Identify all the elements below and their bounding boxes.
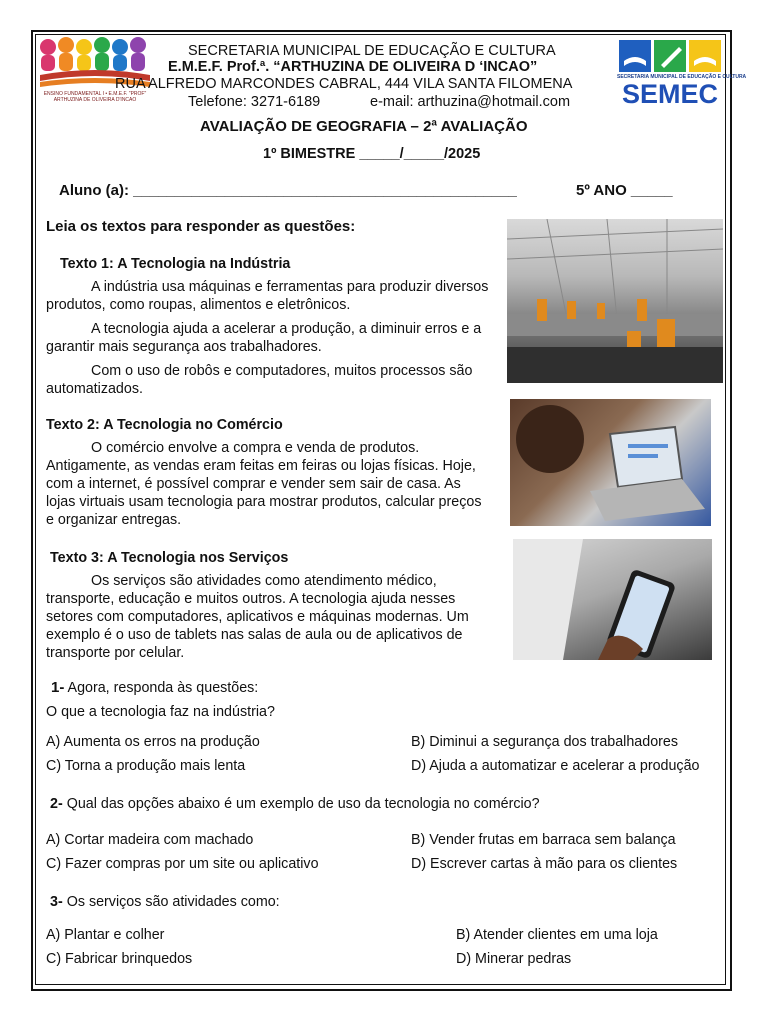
text1-paragraph-1: A indústria usa máquinas e ferramentas para produzir diversos produtos, como roupas, alimentos e eletrônicos.: [46, 279, 489, 313]
question-1-option-a[interactable]: A) Aumenta os erros na produção: [46, 734, 260, 750]
phone-navigation-image: [513, 539, 712, 660]
question-3-text: Os serviços são atividades como:: [66, 894, 280, 910]
semec-books-icon: [617, 39, 723, 77]
text1-paragraph-2: A tecnologia ajuda a acelerar a produção, a diminuir erros e a garantir mais segurança aos trabalhadores.: [46, 321, 482, 355]
semec-logo: [617, 39, 747, 109]
question-3-option-c[interactable]: C) Fabricar brinquedos: [46, 951, 193, 967]
header-secretaria: SECRETARIA MUNICIPAL DE EDUCAÇÃO E CULTURA: [188, 43, 556, 59]
question-2-option-c[interactable]: C) Fazer compras por um site ou aplicativo: [46, 856, 319, 872]
question-1-option-b[interactable]: B) Diminui a segurança dos trabalhadores: [411, 734, 679, 750]
instructions: Leia os textos para responder as questões:: [46, 218, 356, 235]
text3-title: Texto 3: A Tecnologia nos Serviços: [50, 550, 289, 566]
question-1-intro: [51, 679, 258, 697]
question-2-number: 2-: [50, 796, 63, 812]
semec-caption: SECRETARIA MUNICIPAL DE EDUCAÇÃO E CULTURA: [617, 74, 747, 80]
online-shopping-image: [510, 399, 711, 526]
question-2-option-d[interactable]: D) Escrever cartas à mão para os clientes: [411, 856, 678, 872]
question-2-option-b[interactable]: B) Vender frutas em barraca sem balança: [411, 832, 676, 848]
laptop-icon: [510, 399, 711, 526]
question-1-intro-text: Agora, responda às questões:: [67, 680, 259, 696]
question-2-option-a[interactable]: A) Cortar madeira com machado: [46, 832, 254, 848]
question-1-option-c[interactable]: C) Torna a produção mais lenta: [46, 758, 246, 774]
exam-bimester: 1º BIMESTRE _____/_____/2025: [263, 146, 481, 162]
question-2: [50, 795, 540, 813]
semec-label: SEMEC: [621, 79, 719, 109]
header-email: e-mail: arthuzina@hotmail.com: [370, 94, 571, 110]
question-3: [50, 893, 280, 911]
factory-robots-icon: [507, 219, 723, 383]
header-address: RUA ALFREDO MARCONDES CABRAL, 444 VILA SANTA FILOMENA: [115, 76, 573, 92]
header-school-name: E.M.E.F. Prof.ª. “ARTHUZINA DE OLIVEIRA D ‘INCAO”: [168, 59, 538, 75]
exam-title: AVALIAÇÃO DE GEOGRAFIA – 2ª AVALIAÇÃO: [200, 118, 528, 135]
question-3-option-b[interactable]: B) Atender clientes em uma loja: [456, 927, 658, 943]
question-1-number: 1-: [51, 679, 65, 696]
question-3-number: 3-: [50, 894, 63, 910]
text1-paragraph-3: Com o uso de robôs e computadores, muitos processos são automatizados.: [46, 363, 473, 397]
school-logo: [36, 35, 154, 103]
phone-map-icon: [513, 539, 712, 660]
text1-title: Texto 1: A Tecnologia na Indústria: [60, 256, 291, 272]
header-phone: Telefone: 3271-6189: [188, 94, 321, 110]
question-1-text: O que a tecnologia faz na indústria?: [46, 704, 275, 720]
question-3-option-d[interactable]: D) Minerar pedras: [456, 951, 572, 967]
text2-title: Texto 2: A Tecnologia no Comércio: [46, 417, 283, 433]
school-logo-caption: ENSINO FUNDAMENTAL I • E.M.E.F. "PROF" ARTHUZINA DE OLIVEIRA D'INCAO: [43, 91, 147, 103]
text3-paragraph-1: Os serviços são atividades como atendimento médico, transporte, educação e muitos outros. A tecnologia ajuda nesses setores com computadores, aplicativos e máquinas modernas. Um exemplo é o uso de tablets nas salas de aula ou de aplicativos de transporte por celular.: [46, 573, 469, 661]
question-2-text: Qual das opções abaixo é um exemplo de uso da tecnologia no comércio?: [66, 796, 540, 812]
student-name-field[interactable]: Aluno (a): ______________________________________________: [59, 182, 517, 199]
question-1-option-d[interactable]: D) Ajuda a automatizar e acelerar a produção: [411, 758, 700, 774]
factory-robots-image: [507, 219, 723, 383]
question-3-option-a[interactable]: A) Plantar e colher: [46, 927, 165, 943]
grade-field[interactable]: 5º ANO _____: [576, 182, 673, 199]
text2-paragraph-1: O comércio envolve a compra e venda de produtos. Antigamente, as vendas eram feitas em feiras ou lojas físicas. Hoje, com a internet, é possível comprar e vender sem sair de casa. As lojas virtuais usam tecnologia para mostrar produtos, calcular preços e organizar entregas.: [46, 440, 482, 528]
